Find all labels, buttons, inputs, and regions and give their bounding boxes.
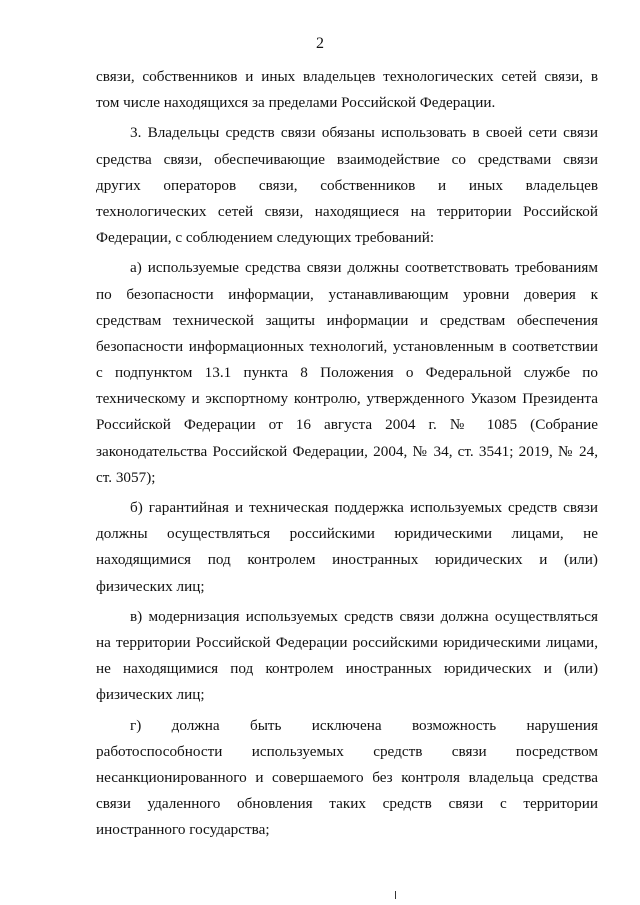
text-line: на территории Российской Федерации российскими юридическими лицами,	[96, 633, 598, 651]
text-line: других операторов связи, собственников и иных владельцев	[96, 176, 598, 194]
paragraph-item-3	[96, 120, 598, 251]
text-line: 3. Владельцы средств связи обязаны использовать в своей сети связи	[130, 124, 598, 142]
paragraph-1	[96, 64, 598, 116]
text-line: находящимися под контролем иностранных юридических и (или)	[96, 551, 598, 569]
text-line: том числе находящихся за пределами Российской Федерации.	[96, 94, 496, 112]
text-line: Российской Федерации от 16 августа 2004 г. № 1085 (Собрание	[96, 416, 598, 434]
text-line: г) должна быть исключена возможность нарушения	[130, 716, 598, 734]
paragraph-subitem-b	[96, 495, 598, 600]
text-line: иностранного государства;	[96, 821, 270, 839]
text-line: с подпунктом 13.1 пункта 8 Положения о Федеральной службе по	[96, 364, 598, 382]
text-line: Федерации, с соблюдением следующих требований:	[96, 229, 435, 247]
text-line: работоспособности используемых средств связи посредством	[96, 742, 598, 760]
text-line: ст. 3057);	[96, 468, 156, 486]
paragraph-subitem-a	[96, 255, 598, 491]
text-line: техническому и экспортному контролю, утвержденного Указом Президента	[96, 390, 598, 408]
text-line: по безопасности информации, устанавливающим уровни доверия к	[96, 285, 598, 303]
text-line: безопасности информационных технологий, установленным в соответствии	[96, 337, 598, 355]
text-line: б) гарантийная и техническая поддержка используемых средств связи	[130, 499, 598, 516]
text-line: законодательства Российской Федерации, 2004, № 34, ст. 3541; 2019, № 24,	[96, 442, 598, 460]
page-number: 2	[316, 35, 324, 52]
text-line: в) модернизация используемых средств связи должна осуществляться	[130, 607, 598, 625]
text-line: средства связи, обеспечивающие взаимодействие со средствами связи	[96, 150, 598, 168]
text-line: физических лиц;	[96, 686, 205, 704]
text-line: не находящимися под контролем иностранных юридических и (или)	[96, 660, 598, 678]
text-line: должны осуществляться российскими юридическими лицами, не	[96, 525, 598, 543]
text-line: связи удаленного обновления таких средств связи с территории	[96, 795, 598, 813]
text-line: технологических сетей связи, находящиеся на территории Российской	[96, 202, 598, 220]
document-body	[96, 64, 598, 843]
text-line: несанкционированного и совершаемого без контроля владельца средства	[96, 768, 598, 786]
text-line: а) используемые средства связи должны соответствовать требованиям	[130, 259, 598, 277]
text-line: физических лиц;	[96, 577, 205, 595]
paragraph-subitem-v	[96, 604, 598, 709]
paragraph-subitem-g	[96, 713, 598, 844]
text-line: средствам технической защиты информации и средствам обеспечения	[96, 311, 598, 329]
scan-artifact-mark	[395, 891, 396, 899]
text-line: связи, собственников и иных владельцев технологических сетей связи, в	[96, 68, 598, 85]
